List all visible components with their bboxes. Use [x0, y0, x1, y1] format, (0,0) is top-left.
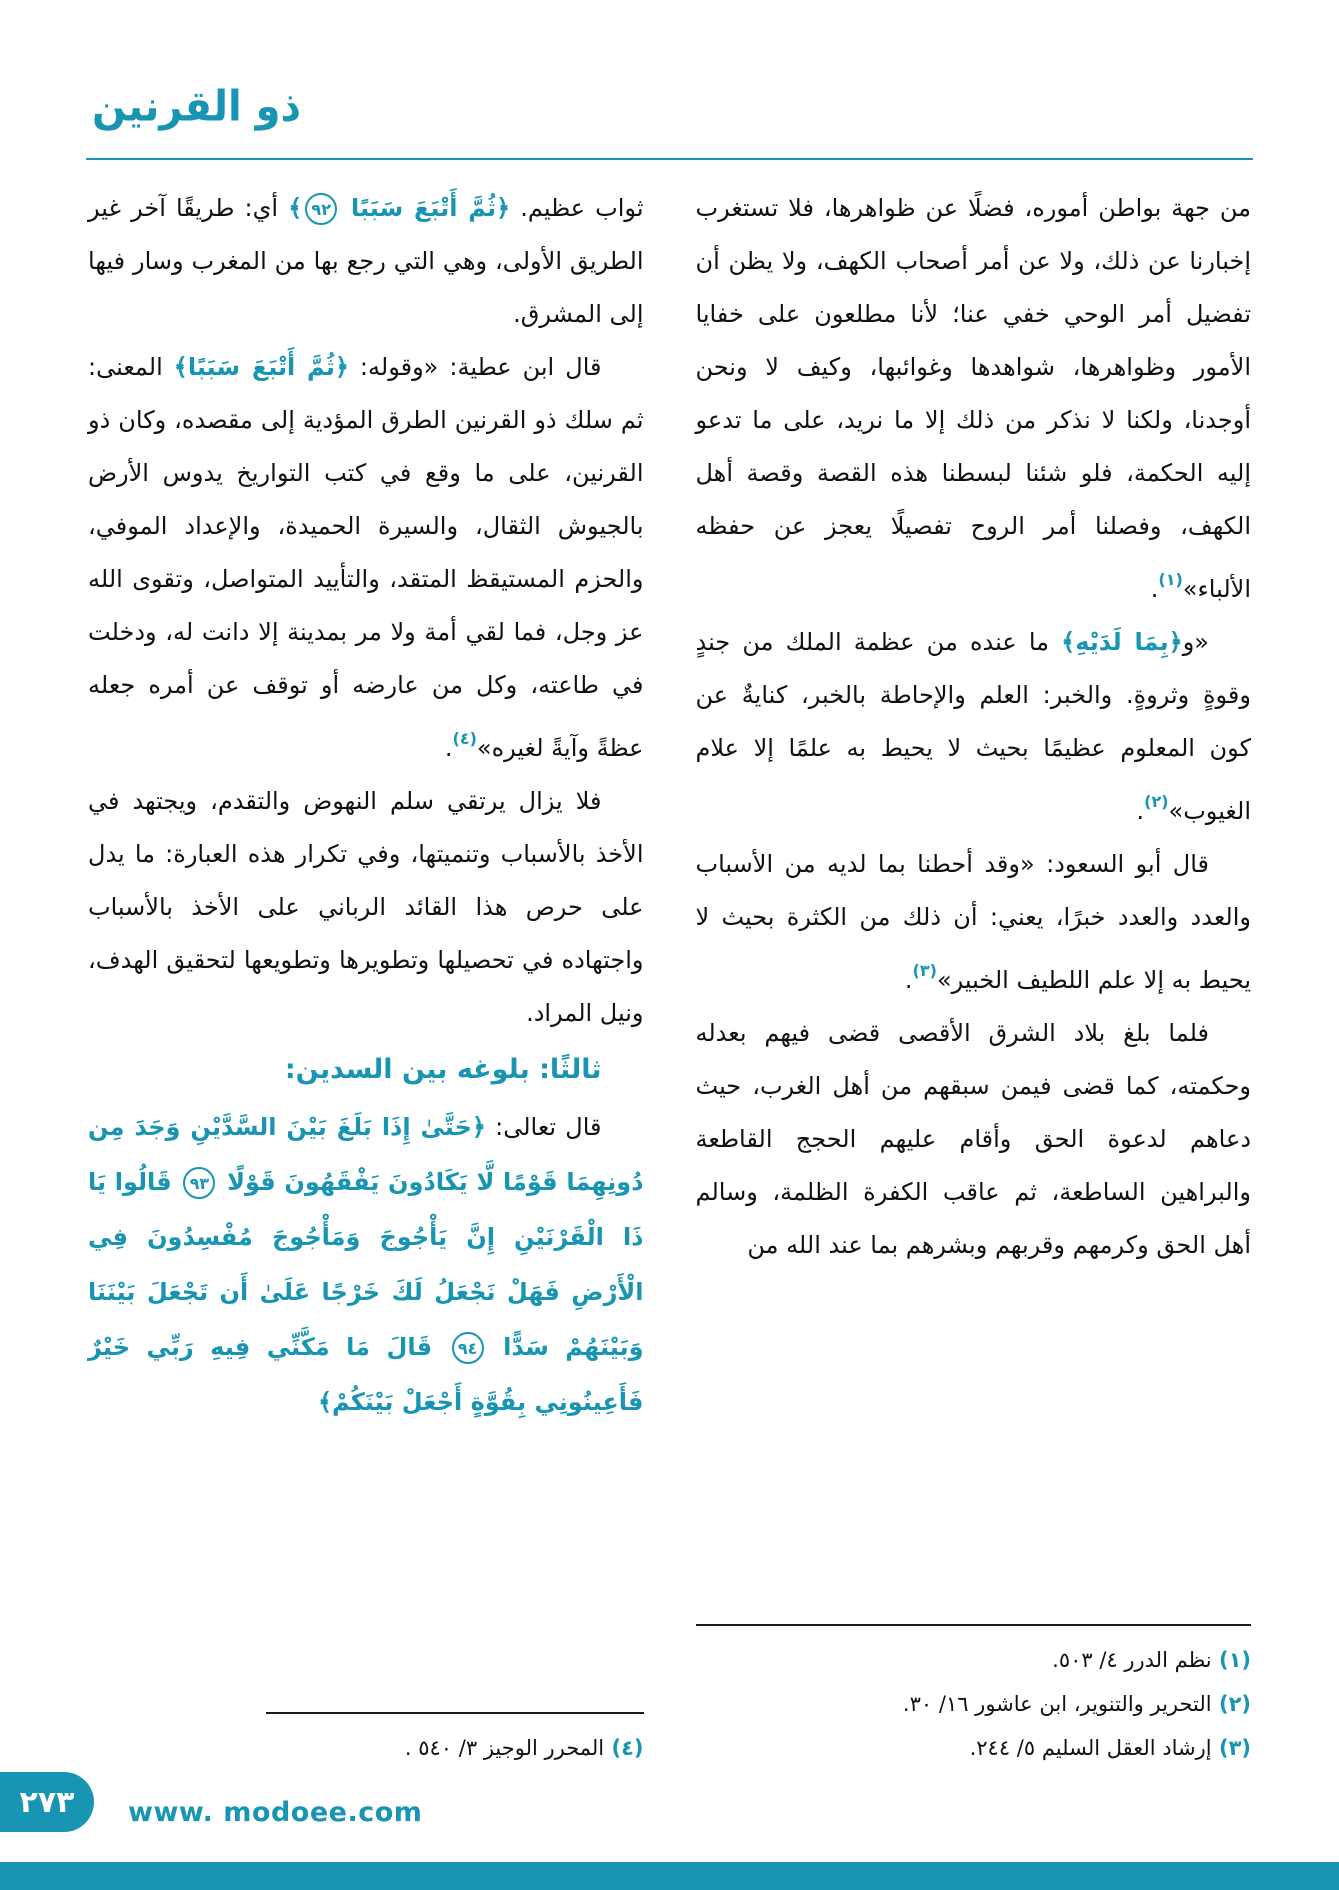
- ayah-number: ٩٣: [183, 1167, 215, 1199]
- footnote: [696, 1638, 1252, 1682]
- section-heading: ثالثًا: بلوغه بين السدين:: [284, 1054, 602, 1085]
- text-run: .: [1136, 797, 1145, 825]
- text-run: ما عنده من عظمة الملك من جندٍ وقوةٍ وثروةٍ. والخبر: العلم والإحاطة بالخبر، كنايةٌ عن كون المعلوم عظيمًا بحيث لا يحيط به علمًا إلا علام الغيوب»: [695, 628, 1251, 825]
- footnote: [696, 1726, 1252, 1770]
- paragraph: [88, 775, 644, 1040]
- ayah-number: ٩٢: [305, 193, 337, 225]
- footnote-text: التحرير والتنوير، ابن عاشور ١٦/ ٣٠.: [902, 1692, 1212, 1716]
- quran-verse: ﴿بِمَا لَدَيْهِ﴾: [1061, 628, 1183, 656]
- paragraph: [696, 838, 1252, 1007]
- footnote-text: نظم الدرر ٤/ ٥٠٣.: [1052, 1648, 1212, 1672]
- quran-paragraph: [88, 1100, 644, 1430]
- paragraph: [88, 341, 644, 775]
- paragraph: [696, 1007, 1252, 1272]
- website-text: www. modoee.com: [128, 1797, 423, 1828]
- footnote: [88, 1726, 644, 1770]
- quran-verse: ﴿حَتَّىٰ إِذَا بَلَغَ بَيْنَ السَّدَّيْنِ وَجَدَ مِن دُونِهِمَا قَوْمًا لَّا يَكَادُونَ يَفْقَهُونَ قَوْلًا: [88, 1113, 644, 1196]
- bottom-bar: [0, 1862, 1339, 1890]
- text-run: .: [444, 734, 453, 762]
- text-run: قال تعالى:: [485, 1113, 602, 1141]
- text-run: أي: طريقًا آخر غير الطريق الأولى، وهي التي رجع بها من المغرب وسار فيها إلى المشرق.: [88, 194, 644, 328]
- text-run: «و: [1182, 628, 1209, 656]
- quran-verse: ﴿ثُمَّ أَتْبَعَ سَبَبًا﴾: [173, 353, 349, 381]
- quran-verse: قَالَ مَا مَكَّنِّي فِيهِ رَبِّي خَيْرٌ فَأَعِينُونِي بِقُوَّةٍ أَجْعَلْ بَيْنَكُمْ﴾: [88, 1333, 644, 1416]
- column-right: [696, 182, 1252, 1770]
- footnote-ref: (٤): [452, 729, 477, 748]
- page-number: ٢٧٣: [19, 1784, 75, 1820]
- text-run: قال ابن عطية: «وقوله:: [348, 353, 602, 381]
- quran-verse: قَالُوا يَا ذَا الْقَرْنَيْنِ إِنَّ يَأْجُوجَ وَمَأْجُوجَ مُفْسِدُونَ فِي الْأَرْضِ فَهَلْ نَجْعَلُ لَكَ خَرْجًا عَلَىٰ أَن تَجْعَلَ بَيْنَنَا وَبَيْنَهُمْ سَدًّا: [88, 1168, 644, 1361]
- paragraph: [696, 182, 1252, 616]
- quran-verse: ﴾: [288, 194, 303, 222]
- footnote-divider: [266, 1712, 644, 1714]
- footnote-ref: (٣): [912, 961, 937, 980]
- ayah-number: ٩٤: [452, 1332, 484, 1364]
- text-run: ثواب عظيم.: [510, 194, 644, 222]
- page-number-badge: [0, 1772, 94, 1832]
- text-run: من جهة بواطن أموره، فضلًا عن ظواهرها، فلا تستغرب إخبارنا عن ذلك، ولا عن أمر أصحاب الكهف، ولا يظن أن تفضيل أمر الوحي خفي عنا؛ لأنا مطلعون على خفايا الأمور وظواهرها، شواهدها وغوائبها، وكيف لا ونحن أوجدنا، ولكنا لا نذكر من ذلك إلا ما نريد، على ما تدعو إليه الحكمة، فلو شئنا لبسطنا هذه القصة وقصة أهل الكهف، وفصلنا أمر الروح تفصيلًا يعجز عن حفظه الألباء»: [695, 194, 1251, 603]
- footnote-text: إرشاد العقل السليم ٥/ ٢٤٤.: [969, 1736, 1212, 1760]
- footnote-number: (١): [1211, 1648, 1251, 1672]
- footnote-text: المحرر الوجيز ٣/ ٥٤٠ .: [404, 1736, 605, 1760]
- footnotes-section: [88, 1708, 644, 1770]
- paragraph: [696, 616, 1252, 838]
- text-run: قال أبو السعود: «وقد أحطنا بما لديه من الأسباب والعدد والعدد خبرًا، يعني: أن ذلك من الكثرة بحيث لا يحيط به إلا علم اللطيف الخبير»: [695, 850, 1251, 994]
- footnote-number: (٤): [604, 1736, 644, 1760]
- footnote-ref: (١): [1158, 570, 1183, 589]
- header-divider: [86, 158, 1253, 160]
- footnote-ref: (٢): [1144, 792, 1169, 811]
- quran-verse: ﴿ثُمَّ أَتْبَعَ سَبَبًا: [340, 194, 511, 222]
- text-run: فلما بلغ بلاد الشرق الأقصى قضى فيهم بعدله وحكمته، كما قضى فيمن سبقهم من أهل الغرب، حيث دعاهم لدعوة الحق وأقام عليهم الحجج القاطعة والبراهين الساطعة، ثم عاقب الكفرة الظلمة، وسالم أهل الحق وكرمهم وقربهم وبشرهم بما عند الله من: [695, 1019, 1251, 1259]
- footnote-number: (٣): [1211, 1736, 1251, 1760]
- text-run: فلا يزال يرتقي سلم النهوض والتقدم، ويجتهد في الأخذ بالأسباب وتنميتها، وفي تكرار هذه العبارة: ما يدل على حرص هذا القائد الرباني على الأخذ بالأسباب واجتهاده في تحصيلها وتطويرها وتطويعها لتحقيق الهدف، ونيل المراد.: [88, 787, 644, 1027]
- page-header-title: ذو القرنين: [92, 82, 302, 132]
- footnote: [696, 1682, 1252, 1726]
- footnotes-section: [696, 1620, 1252, 1770]
- paragraph: [88, 182, 644, 341]
- text-run: .: [1150, 575, 1159, 603]
- footnote-divider: [696, 1624, 1252, 1626]
- column-left: [88, 182, 644, 1770]
- text-columns: [88, 182, 1251, 1770]
- footnote-number: (٢): [1211, 1692, 1251, 1716]
- text-run: المعنى: ثم سلك ذو القرنين الطرق المؤدية إلى مقصده، وكان ذو القرنين، على ما وقع في كتب التواريخ يدوس الأرض بالجيوش الثقال، والسيرة الحميدة، والإعداد الموفي، والحزم المستيقظ المتقد، والتأييد المتواصل، وتقوى الله عز وجل، فما لقي أمة ولا مر بمدينة إلا دانت له، ودخلت في طاعته، وكل من عارضه أو توقف عن أمره جعله عظةً وآيةً لغيره»: [88, 353, 644, 762]
- text-run: .: [904, 966, 913, 994]
